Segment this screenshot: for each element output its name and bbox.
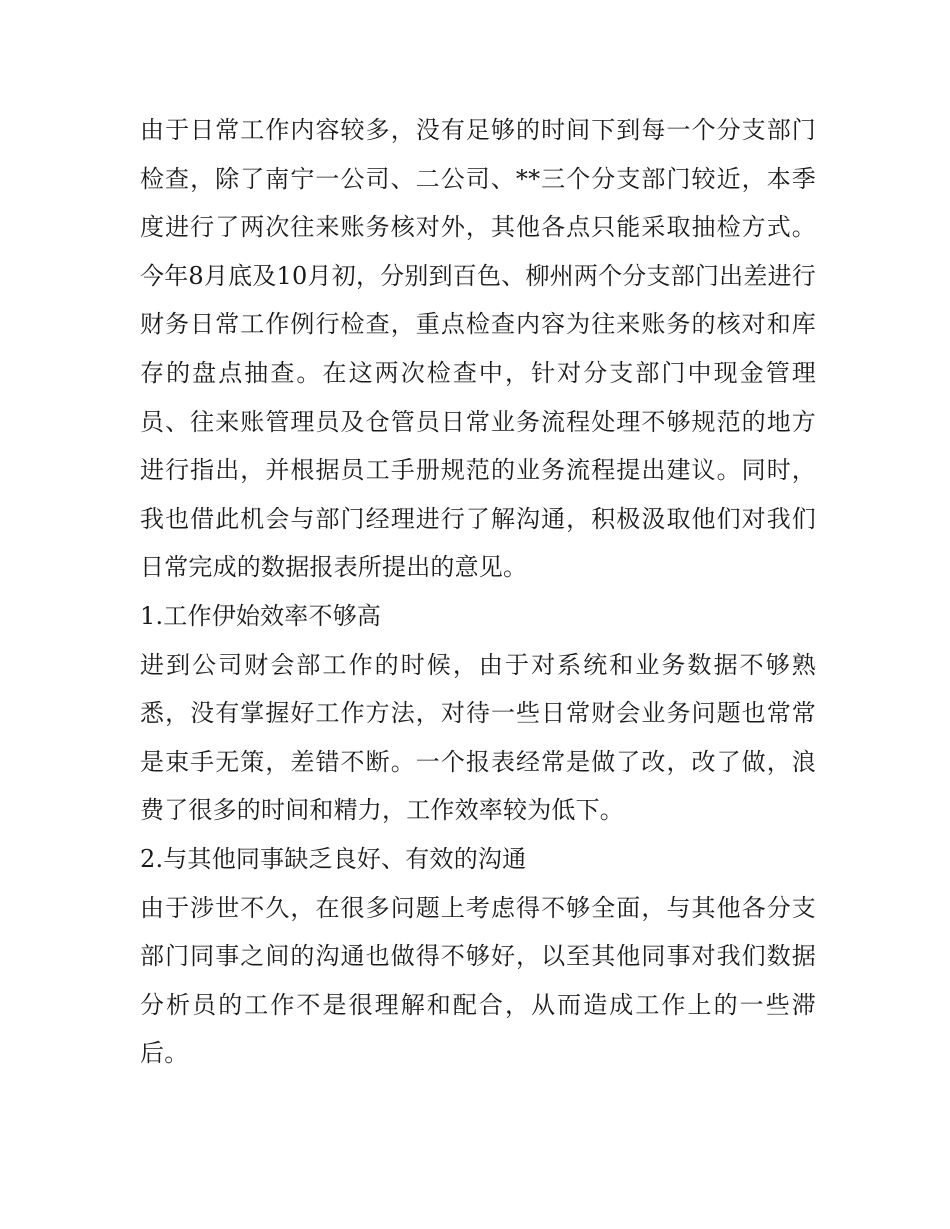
paragraph-poor-communication: 由于涉世不久，在很多问题上考虑得不够全面，与其他各分支部门同事之间的沟通也做得不够好，以至其他同事对我们数据分析员的工作不是很理解和配合，从而造成工作上的一些滞后。 (140, 893, 816, 1068)
heading-low-efficiency: 1.工作伊始效率不够高 (140, 601, 382, 630)
heading-poor-communication: 2.与其他同事缺乏良好、有效的沟通 (140, 844, 527, 873)
document-body (140, 106, 816, 1078)
paragraph-branch-inspection: 由于日常工作内容较多，没有足够的时间下到每一个分支部门检查，除了南宁一公司、二公司、**三个分支部门较近，本季度进行了两次往来账务核对外，其他各点只能采取抽检方式。今年8月底及10月初，分别到百色、柳州两个分支部门出差进行财务日常工作例行检查，重点检查内容为往来账务的核对和库存的盘点抽查。在这两次检查中，针对分支部门中现金管理员、往来账管理员及仓管员日常业务流程处理不够规范的地方进行指出，并根据员工手册规范的业务流程提出建议。同时，我也借此机会与部门经理进行了解沟通，积极汲取他们对我们日常完成的数据报表所提出的意见。 (140, 116, 816, 582)
paragraph-low-efficiency: 进到公司财会部工作的时候，由于对系统和业务数据不够熟悉，没有掌握好工作方法，对待一些日常财会业务问题也常常是束手无策，差错不断。一个报表经常是做了改，改了做，浪费了很多的时间和精力，工作效率较为低下。 (140, 650, 816, 825)
